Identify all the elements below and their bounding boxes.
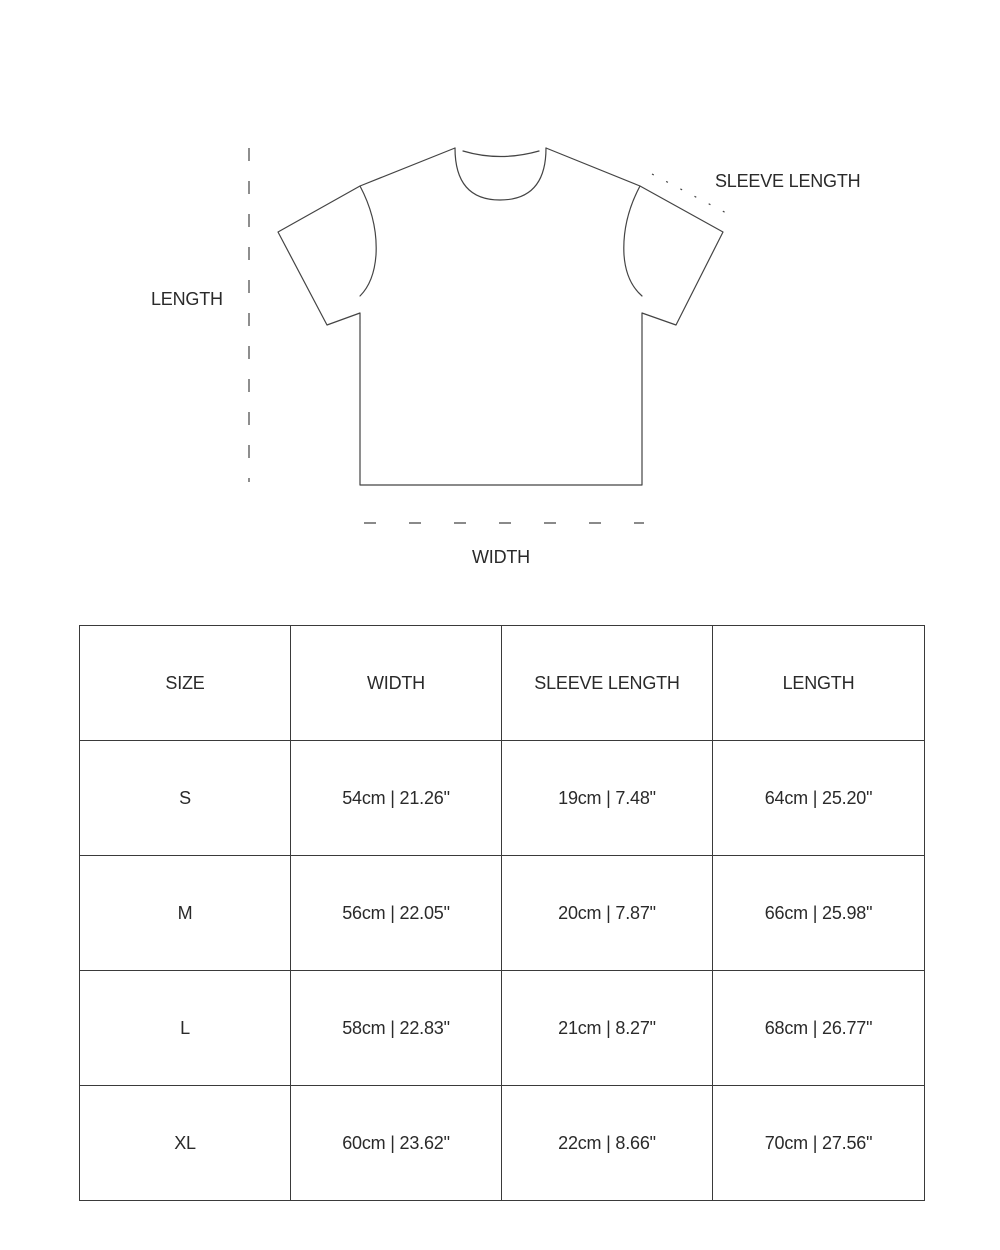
table-header-row: [80, 626, 925, 741]
cell-length: 70cm | 27.56": [713, 1086, 925, 1201]
header-sleeve-length: SLEEVE LENGTH: [502, 626, 713, 741]
cell-size: M: [80, 856, 291, 971]
neckline-rib: [463, 151, 539, 157]
cell-size: XL: [80, 1086, 291, 1201]
cell-width: 60cm | 23.62": [291, 1086, 502, 1201]
table-row: [80, 1086, 925, 1201]
right-armhole: [624, 186, 642, 296]
cell-length: 64cm | 25.20": [713, 741, 925, 856]
cell-sleeve-length: 20cm | 7.87": [502, 856, 713, 971]
header-length: LENGTH: [713, 626, 925, 741]
neckline-outer: [455, 148, 546, 200]
cell-width: 54cm | 21.26": [291, 741, 502, 856]
tshirt-outline-drawing: [0, 0, 1000, 600]
cell-size: L: [80, 971, 291, 1086]
cell-size: S: [80, 741, 291, 856]
table-row: [80, 971, 925, 1086]
cell-width: 56cm | 22.05": [291, 856, 502, 971]
cell-sleeve-length: 22cm | 8.66": [502, 1086, 713, 1201]
header-width: WIDTH: [291, 626, 502, 741]
left-armhole: [360, 186, 376, 296]
cell-length: 66cm | 25.98": [713, 856, 925, 971]
size-chart-table: [79, 625, 925, 1201]
tshirt-diagram: [0, 0, 1000, 600]
table-row: [80, 741, 925, 856]
header-size: SIZE: [80, 626, 291, 741]
cell-length: 68cm | 26.77": [713, 971, 925, 1086]
cell-width: 58cm | 22.83": [291, 971, 502, 1086]
cell-sleeve-length: 19cm | 7.48": [502, 741, 713, 856]
length-label: LENGTH: [151, 289, 223, 309]
tshirt-outline: [278, 148, 723, 485]
width-label: WIDTH: [472, 547, 530, 567]
table-row: [80, 856, 925, 971]
cell-sleeve-length: 21cm | 8.27": [502, 971, 713, 1086]
sleeve-length-label: SLEEVE LENGTH: [715, 171, 861, 191]
